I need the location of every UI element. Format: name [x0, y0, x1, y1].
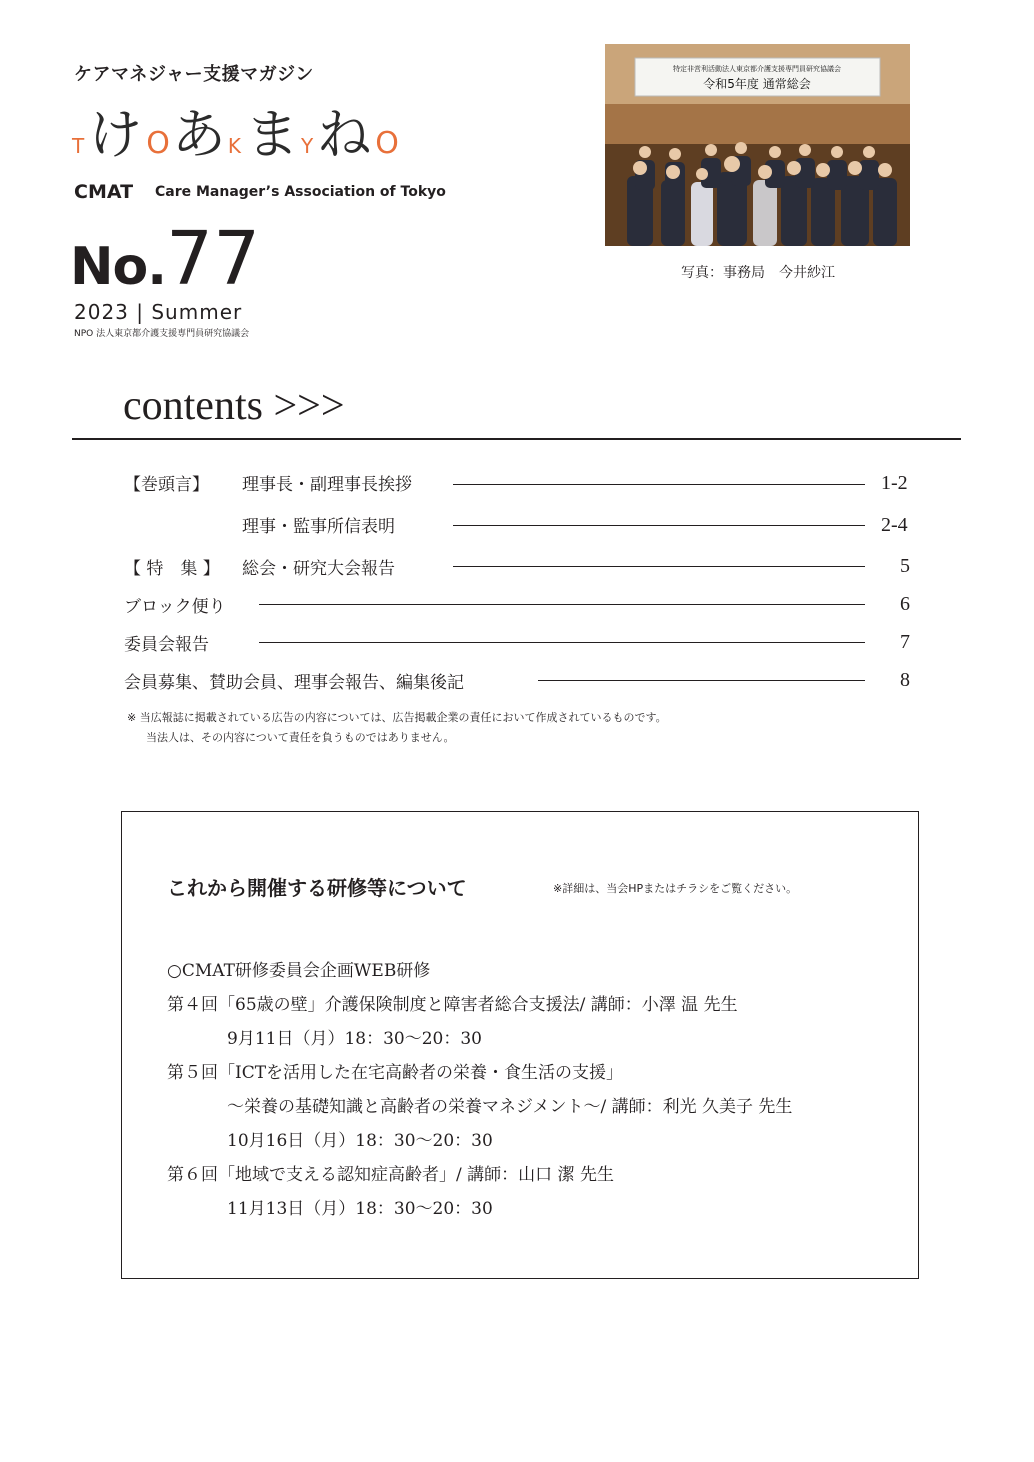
- org-full-name: NPO 法人東京都介護支援専門員研究協議会: [74, 329, 250, 339]
- logo-letter-t: T: [72, 134, 85, 158]
- magazine-logo: [72, 102, 401, 168]
- issue-number-value: 77: [166, 216, 261, 302]
- toc-leader-line: [453, 525, 865, 526]
- seminar-session-title: 第５回「ICTを活用した在宅高齢者の栄養・食生活の支援」: [167, 1063, 624, 1083]
- ad-disclaimer-line2: 当法人は、その内容について責任を負うものではありません。: [146, 731, 455, 744]
- magazine-tagline: ケアマネジャー支援マガジン: [74, 64, 314, 85]
- toc-item-page: 1-2: [881, 472, 908, 494]
- cover-photo: [605, 44, 910, 246]
- logo-char-ne: ね: [317, 103, 372, 166]
- toc-leader-line: [259, 604, 865, 605]
- logo-char-a: あ: [171, 103, 226, 166]
- contents-heading: contents >>>: [123, 383, 345, 429]
- issue-number: [70, 216, 261, 302]
- toc-leader-line: [538, 680, 865, 681]
- ad-disclaimer-line1: ※ 当広報誌に掲載されている広告の内容については、広告掲載企業の責任において作成されているものです。: [127, 711, 667, 724]
- logo-letter-y: Y: [300, 134, 314, 158]
- seminar-session-title: 第６回「地域で支える認知症高齢者」/ 講師：山口 潔 先生: [167, 1165, 614, 1185]
- toc-item-title: 会員募集、賛助会員、理事会報告、編集後記: [124, 673, 464, 693]
- seminar-session-date: 11月13日（月）18：30～20：30: [227, 1199, 493, 1219]
- toc-item-page: 5: [900, 555, 910, 577]
- logo-char-ma: ま: [244, 103, 299, 166]
- org-english-name: Care Manager’s Association of Tokyo: [155, 184, 446, 200]
- toc-item-page: 2-4: [881, 514, 908, 536]
- seminar-session-date: 9月11日（月）18：30～20：30: [227, 1029, 482, 1049]
- seminar-session-subtitle: ～栄養の基礎知識と高齢者の栄養マネジメント～/ 講師：利光 久美子 先生: [227, 1097, 793, 1117]
- seminar-session-date: 10月16日（月）18：30～20：30: [227, 1131, 493, 1151]
- seminar-series-title: ○CMAT研修委員会企画WEB研修: [167, 961, 431, 981]
- photo-banner-line2: 令和5年度 通常総会: [703, 77, 811, 91]
- toc-leader-line: [453, 566, 865, 567]
- toc-item-page: 8: [900, 669, 910, 691]
- toc-item-title: 総会・研究大会報告: [242, 559, 395, 579]
- toc-item-title: ブロック便り: [124, 597, 226, 617]
- toc-item-title: 委員会報告: [124, 635, 209, 655]
- toc-item-title: 理事・監事所信表明: [242, 517, 395, 537]
- toc-item-title: 理事長・副理事長挨拶: [242, 475, 412, 495]
- photo-banner-line1: 特定非営利活動法人東京都介護支援専門員研究協議会: [673, 65, 841, 73]
- contents-divider: [72, 438, 961, 440]
- logo-letter-o: O: [146, 126, 170, 161]
- logo-letter-k: K: [227, 134, 241, 158]
- seminar-session-title: 第４回「65歳の壁」介護保険制度と障害者総合支援法/ 講師：小澤 温 先生: [167, 995, 738, 1015]
- seminars-heading: これから開催する研修等について: [167, 876, 467, 900]
- toc-item-page: 7: [900, 631, 910, 653]
- toc-category-foreword: 【巻頭言】: [124, 475, 209, 495]
- org-abbreviation: CMAT: [74, 181, 134, 203]
- toc-leader-line: [453, 484, 865, 485]
- photo-credit: 写真：事務局 今井紗江: [681, 265, 835, 281]
- toc-category-feature: 【 特 集 】: [124, 559, 220, 579]
- logo-letter-o2: O: [375, 126, 399, 161]
- seminars-note: ※詳細は、当会HPまたはチラシをご覧ください。: [553, 882, 798, 895]
- issue-prefix: No.: [70, 237, 166, 297]
- toc-item-page: 6: [900, 593, 910, 615]
- toc-leader-line: [259, 642, 865, 643]
- logo-char-ke: け: [88, 103, 143, 166]
- issue-season: 2023 | Summer: [74, 300, 243, 324]
